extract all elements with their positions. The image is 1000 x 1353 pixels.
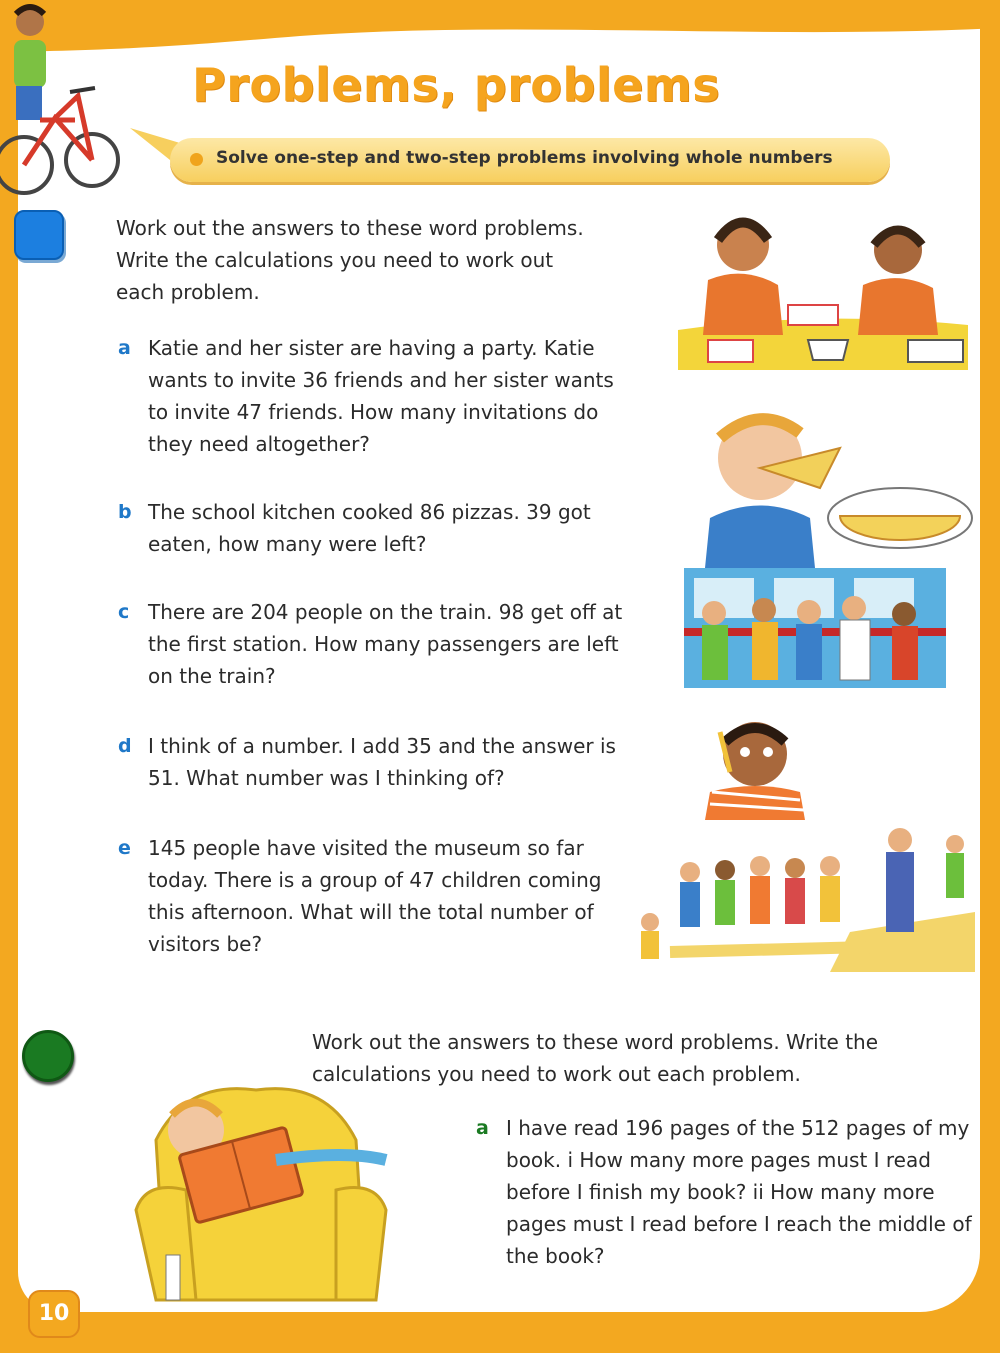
- question-letter: d: [118, 735, 132, 757]
- page-title: Problems, problems: [192, 58, 721, 112]
- bullet-icon: [190, 153, 203, 166]
- question-2a: [476, 1112, 976, 1272]
- question-line: they need altogether?: [148, 432, 370, 456]
- question-d: [118, 730, 648, 794]
- intro-line: Write the calculations you need to work out: [116, 248, 554, 272]
- question-line: The school kitchen cooked 86 pizzas. 39 got: [148, 500, 591, 524]
- intro-line: calculations you need to work out each problem.: [312, 1062, 801, 1086]
- blue-square-icon: [14, 210, 64, 260]
- question-line: the first station. How many passengers are left: [148, 632, 619, 656]
- question-line: 145 people have visited the museum so far: [148, 836, 584, 860]
- objective-banner: [130, 128, 890, 198]
- question-line: the book?: [506, 1244, 605, 1268]
- question-e: [118, 832, 648, 960]
- intro-line: Work out the answers to these word problems.: [116, 216, 584, 240]
- question-line: I think of a number. I add 35 and the answer is: [148, 734, 616, 758]
- question-line: 51. What number was I thinking of?: [148, 766, 505, 790]
- train-passengers-illustration: [684, 568, 946, 706]
- question-line: eaten, how many were left?: [148, 532, 427, 556]
- girls-writing-invitations-illustration: [668, 200, 978, 375]
- child-reading-in-armchair-illustration: [126, 1060, 448, 1312]
- question-b: [118, 496, 648, 560]
- question-letter: a: [118, 337, 131, 359]
- question-line: visitors be?: [148, 932, 263, 956]
- top-border-curve: [0, 0, 1000, 60]
- question-line: pages must I read before I reach the middle of: [506, 1212, 972, 1236]
- question-a: [118, 332, 648, 460]
- intro-line: each problem.: [116, 280, 260, 304]
- question-line: on the train?: [148, 664, 276, 688]
- page-number: 10: [28, 1290, 80, 1338]
- question-line: this afternoon. What will the total number of: [148, 900, 594, 924]
- question-line: Katie and her sister are having a party. Katie: [148, 336, 595, 360]
- question-line: before I finish my book? ii How many more: [506, 1180, 935, 1204]
- question-letter: c: [118, 601, 130, 623]
- museum-visitors-illustration: [630, 822, 975, 972]
- question-line: wants to invite 36 friends and her sister wants: [148, 368, 614, 392]
- section1-intro: [116, 212, 636, 308]
- question-c: [118, 596, 648, 692]
- question-line: There are 204 people on the train. 98 get off at: [148, 600, 623, 624]
- question-letter: e: [118, 837, 131, 859]
- question-letter: a: [476, 1117, 489, 1139]
- question-letter: b: [118, 501, 132, 523]
- green-circle-icon: [22, 1030, 74, 1082]
- boy-thinking-illustration: [700, 712, 810, 820]
- question-line: today. There is a group of 47 children coming: [148, 868, 602, 892]
- intro-line: Work out the answers to these word problems. Write the: [312, 1030, 879, 1054]
- boy-eating-pizza-illustration: [690, 398, 980, 568]
- boy-on-bike-illustration: [0, 0, 125, 205]
- question-line: I have read 196 pages of the 512 pages of my: [506, 1116, 970, 1140]
- question-line: book. i How many more pages must I read: [506, 1148, 931, 1172]
- objective-text: Solve one-step and two-step problems involving whole numbers: [216, 148, 833, 168]
- question-line: to invite 47 friends. How many invitations do: [148, 400, 599, 424]
